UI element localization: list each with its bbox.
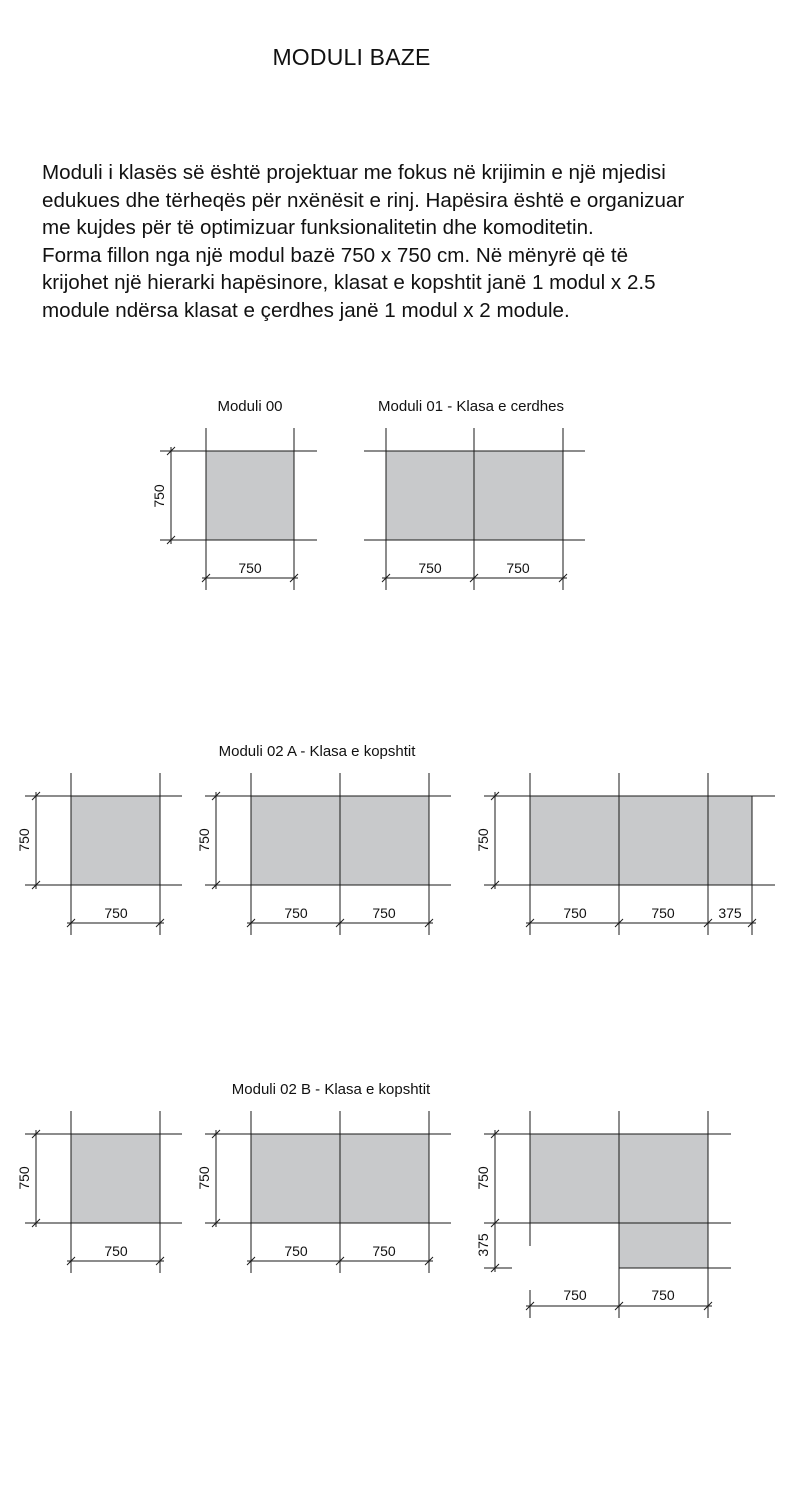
intro-line: Moduli i klasës së është projektuar me fokus në krijimin e një mjedisi xyxy=(42,161,666,184)
dimension-line-vertical xyxy=(167,447,175,544)
module-02a-double-diagram xyxy=(196,773,451,935)
caption-moduli-02a: Moduli 02 A - Klasa e kopshtit xyxy=(218,743,416,760)
dimension-line-vertical xyxy=(32,792,40,889)
module-block xyxy=(530,796,752,885)
dimension-label: 750 xyxy=(651,1287,675,1303)
dimension-label: 750 xyxy=(151,484,167,508)
dimension-label: 750 xyxy=(372,905,396,921)
dimension-line-vertical xyxy=(32,1130,40,1227)
module-02b-l-shape-diagram xyxy=(475,1111,731,1318)
dimension-line-vertical xyxy=(212,1130,220,1227)
dimension-label: 750 xyxy=(16,1166,32,1190)
dimension-label: 750 xyxy=(196,1166,212,1190)
caption-moduli-00: Moduli 00 xyxy=(217,398,283,415)
dimension-line-vertical xyxy=(212,792,220,889)
dimension-label: 750 xyxy=(16,828,32,852)
page-title: MODULI BAZE xyxy=(272,44,431,70)
module-00-diagram xyxy=(151,428,317,590)
dimension-line-vertical xyxy=(491,1130,499,1272)
intro-line: krijohet një hierarki hapësinore, klasat e kopshtit janë 1 modul x 2.5 xyxy=(42,271,656,294)
dimension-label: 375 xyxy=(475,1233,491,1257)
dimension-label: 750 xyxy=(284,1243,308,1259)
dimension-label: 750 xyxy=(506,560,530,576)
module-02b-single-diagram xyxy=(16,1111,182,1273)
module-block xyxy=(206,451,294,540)
dimension-label: 750 xyxy=(418,560,442,576)
caption-moduli-01: Moduli 01 - Klasa e cerdhes xyxy=(378,398,564,415)
module-block xyxy=(619,1223,708,1268)
dimension-label: 750 xyxy=(563,1287,587,1303)
intro-line: Forma fillon nga një modul bazë 750 x 750 cm. Në mënyrë që të xyxy=(42,243,629,267)
dimension-label: 750 xyxy=(104,905,128,921)
dimension-label: 750 xyxy=(651,905,675,921)
dimension-label: 750 xyxy=(104,1243,128,1259)
dimension-label: 750 xyxy=(475,828,491,852)
dimension-label: 750 xyxy=(196,828,212,852)
dimension-label: 750 xyxy=(238,560,262,576)
dimension-label: 750 xyxy=(475,1166,491,1190)
module-02b-double-diagram xyxy=(196,1111,451,1273)
module-block xyxy=(71,796,160,885)
dimension-label: 750 xyxy=(563,905,587,921)
module-02a-single-diagram xyxy=(16,773,182,935)
intro-line: edukues dhe tërheqës për nxënësit e rinj. Hapësira është e organizuar xyxy=(42,188,685,212)
module-block xyxy=(71,1134,160,1223)
intro-line: module ndërsa klasat e çerdhes janë 1 modul x 2 module. xyxy=(42,298,570,322)
intro-line: me kujdes për të optimizuar funksionalitetin dhe komoditetin. xyxy=(42,216,594,239)
dimension-label: 750 xyxy=(372,1243,396,1259)
caption-moduli-02b: Moduli 02 B - Klasa e kopshtit xyxy=(231,1081,431,1098)
module-02a-extended-diagram xyxy=(475,773,775,935)
dimension-label: 375 xyxy=(718,905,742,921)
dimension-line-vertical xyxy=(491,792,499,889)
dimension-label: 750 xyxy=(284,905,308,921)
module-01-diagram xyxy=(364,428,585,590)
